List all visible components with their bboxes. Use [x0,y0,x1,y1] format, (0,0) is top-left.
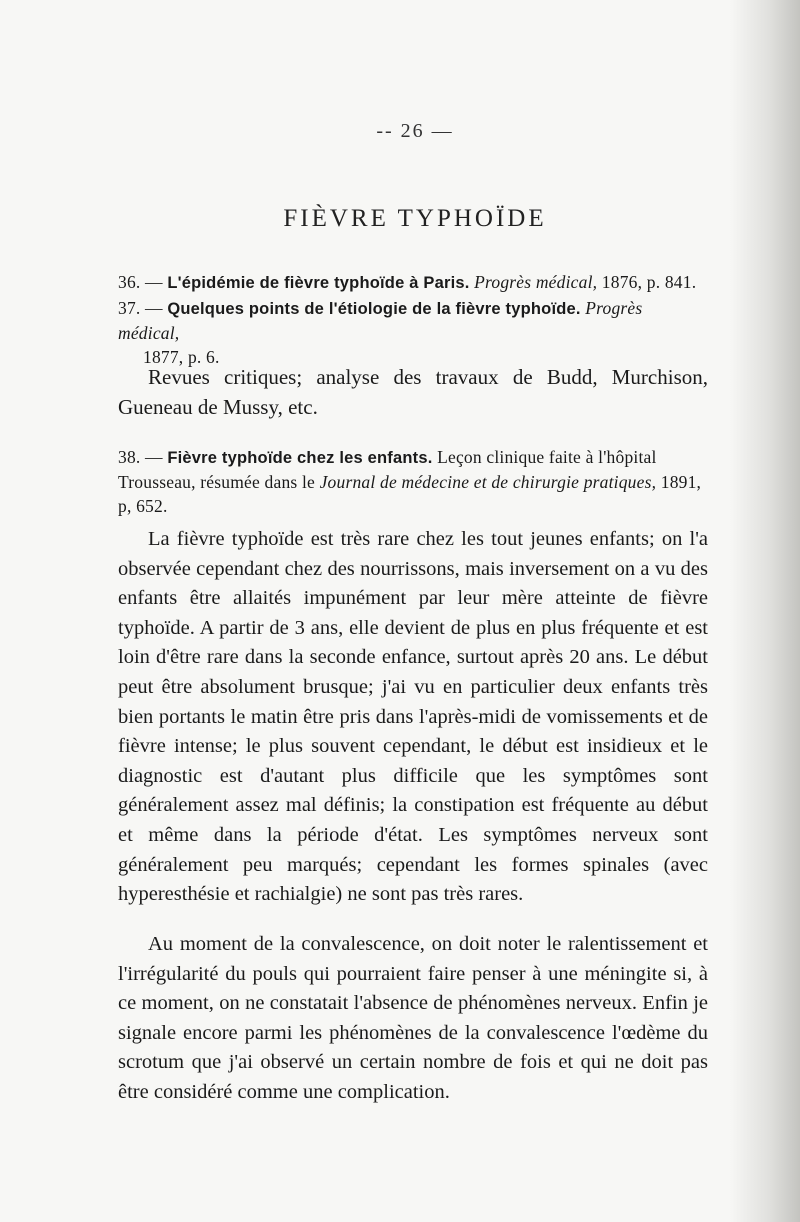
reference-number: 38. — [118,447,168,467]
reference-number: 36. — [118,272,168,292]
reference-title: L'épidémie de fièvre typhoïde à Paris. [167,274,470,292]
page-edge-shadow [730,0,800,1222]
reference-number: 37. — [118,298,168,318]
reference-36 [118,270,708,295]
reference-source: Journal de médecine et de chirurgie pratiques, [319,472,657,492]
reference-title: Fièvre typhoïde chez les enfants. [167,449,433,467]
reference-source: Progrès médical, [474,272,598,292]
reference-title: Quelques points de l'étiologie de la fièvre typhoïde. [167,300,581,318]
reference-details: 1891, p, 652. [118,472,702,516]
reference-details: 1877, p. 6. [143,347,220,367]
reference-description: Leçon clinique faite à l'hôpital Trousseau, résumée dans le [118,447,657,492]
reference-source: Progrès médical, [118,298,643,343]
reference-details: 1876, p. 841. [597,272,697,292]
review-note: Revues critiques; analyse des travaux de Budd, Murchison, Gueneau de Mussy, etc. [118,365,708,419]
body-paragraph-2: Au moment de la convalescence, on doit noter le ralentissement et l'irrégularité du pouls qui pourraient faire penser à une méningite si, à ce moment, on ne constatait l'absence de phénomènes nerveux. Enfin je signale encore parmi les phénomènes de la convalescence l'œdème du scrotum que j'ai observé un certain nombre de fois et qui ne doit pas être considéré comme une complication. [118,933,708,1103]
reference-37 [118,296,708,369]
reference-38 [118,445,708,518]
page-number: -- 26 — [376,120,454,142]
body-paragraph-1: La fièvre typhoïde est très rare chez les tout jeunes enfants; on l'a observée cependant chez des nourrissons, mais inversement on a vu des enfants être allaités impunément par leur mère atteinte de fièvre typhoïde. A partir de 3 ans, elle devient de plus en plus fréquente et est loin d'être rare dans la seconde enfance, surtout après 20 ans. Le début peut être absolument brusque; j'ai vu en particulier deux enfants très bien portants le matin être pris dans l'après-midi de vomissements et de fièvre intense; le plus souvent cependant, le début est insidieux et le diagnostic est d'autant plus difficile que les symptômes sont généralement assez mal définis; la constipation est fréquente au début et même dans la période d'état. Les symptômes nerveux sont généralement peu marqués; cependant les formes spinales (avec hyperesthésie et rachialgie) ne sont pas très rares. [118,528,708,906]
section-title: FIÈVRE TYPHOÏDE [283,205,547,232]
